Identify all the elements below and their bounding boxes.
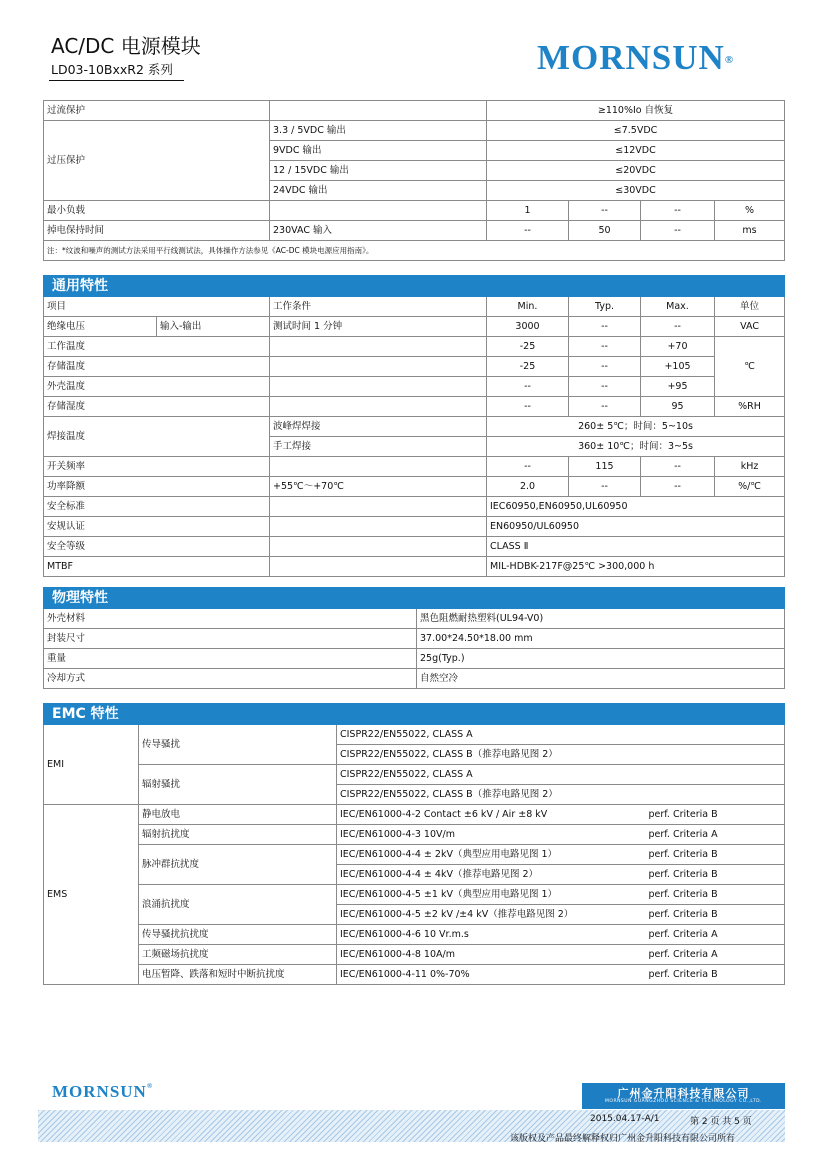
ems-std: IEC/EN61000-4-3 10V/m xyxy=(337,825,646,845)
emi-line: CISPR22/EN55022, CLASS B（推荐电路见图 2） xyxy=(337,785,785,805)
table-row xyxy=(44,629,785,649)
isolation-sub: 输入-输出 xyxy=(157,317,270,337)
table-row xyxy=(44,945,785,965)
solder-value: 260± 5℃；时间：5~10s xyxy=(487,417,785,437)
isolation-unit: VAC xyxy=(715,317,785,337)
footer-company-en: MORNSUN GUANGZHOU SCIENCE & TECHNOLOGY CO.,LTD. xyxy=(605,1099,762,1104)
col-cond: 工作条件 xyxy=(270,297,487,317)
emi-item-label: 传导骚扰 xyxy=(139,725,337,765)
section-title-emc: EMC 特性 xyxy=(44,704,785,725)
section-title-general: 通用特性 xyxy=(44,276,785,297)
document-title: AC/DC 电源模块 xyxy=(51,34,201,58)
table-row xyxy=(44,925,785,945)
table-header-row xyxy=(44,297,785,317)
emi-label: EMI xyxy=(44,725,139,805)
humidity-min: -- xyxy=(487,397,569,417)
physical-value: 黑色阻燃耐热塑料(UL94-V0) xyxy=(417,609,785,629)
freq-typ: 115 xyxy=(569,457,641,477)
document-subtitle: LD03-10BxxR2 系列 xyxy=(51,62,173,77)
isolation-cond: 测试时间 1 分钟 xyxy=(270,317,487,337)
ems-criteria: perf. Criteria B xyxy=(646,965,785,985)
ems-item-label: 工频磁场抗扰度 xyxy=(139,945,337,965)
table-row xyxy=(44,457,785,477)
overvoltage-label: 过压保护 xyxy=(44,121,270,201)
mtbf-value: MIL-HDBK-217F@25℃ >300,000 h xyxy=(487,557,785,577)
table-row xyxy=(44,397,785,417)
humidity-label: 存储湿度 xyxy=(44,397,270,417)
temp-min: -25 xyxy=(487,337,569,357)
ems-item-label: 浪涌抗扰度 xyxy=(139,885,337,925)
temp-typ: -- xyxy=(569,377,641,397)
freq-max: -- xyxy=(641,457,715,477)
test-note: 注：*纹波和噪声的测试方法采用平行线测试法，具体操作方法参见《AC-DC 模块电源应用指南》。 xyxy=(44,241,785,261)
table-row xyxy=(44,417,785,437)
minload-unit: % xyxy=(715,201,785,221)
table-row xyxy=(44,317,785,337)
physical-value: 25g(Typ.) xyxy=(417,649,785,669)
solder-cond: 手工焊接 xyxy=(270,437,487,457)
ov-cond: 9VDC 输出 xyxy=(270,141,487,161)
physical-value: 自然空冷 xyxy=(417,669,785,689)
temp-typ: -- xyxy=(569,337,641,357)
table-row xyxy=(44,609,785,629)
holdup-label: 掉电保持时间 xyxy=(44,221,270,241)
ems-item-label: 传导骚扰抗扰度 xyxy=(139,925,337,945)
derating-max: -- xyxy=(641,477,715,497)
holdup-max: -- xyxy=(641,221,715,241)
ems-std: IEC/EN61000-4-2 Contact ±6 kV / Air ±8 kV xyxy=(337,805,646,825)
table-row xyxy=(44,649,785,669)
derating-label: 功率降额 xyxy=(44,477,270,497)
derating-cond: +55℃～+70℃ xyxy=(270,477,487,497)
table-row xyxy=(44,221,785,241)
temp-label: 工作温度 xyxy=(44,337,270,357)
table-row xyxy=(44,101,785,121)
safety-std-label: 安全标准 xyxy=(44,497,270,517)
ems-criteria: perf. Criteria B xyxy=(646,885,785,905)
ov-cond: 12 / 15VDC 输出 xyxy=(270,161,487,181)
table-row xyxy=(44,477,785,497)
table-row xyxy=(44,121,785,141)
table-row xyxy=(44,725,785,745)
col-typ: Typ. xyxy=(569,297,641,317)
table-row xyxy=(44,765,785,785)
physical-label: 冷却方式 xyxy=(44,669,417,689)
temp-label: 外壳温度 xyxy=(44,377,270,397)
table-row xyxy=(44,845,785,865)
ems-std: IEC/EN61000-4-6 10 Vr.m.s xyxy=(337,925,646,945)
col-unit: 单位 xyxy=(715,297,785,317)
table-row xyxy=(44,557,785,577)
emi-item-label: 辐射骚扰 xyxy=(139,765,337,805)
holdup-unit: ms xyxy=(715,221,785,241)
minload-label: 最小负载 xyxy=(44,201,270,221)
ems-criteria: perf. Criteria A xyxy=(646,945,785,965)
footer-date: 2015.04.17-A/1 xyxy=(590,1114,660,1124)
holdup-typ: 50 xyxy=(569,221,641,241)
safety-class-label: 安全等级 xyxy=(44,537,270,557)
temp-label: 存储温度 xyxy=(44,357,270,377)
ov-value: ≤20VDC xyxy=(487,161,785,181)
emi-line: CISPR22/EN55022, CLASS A xyxy=(337,765,785,785)
ems-criteria: perf. Criteria B xyxy=(646,865,785,885)
ems-std: IEC/EN61000-4-4 ± 2kV（典型应用电路见图 1） xyxy=(337,845,646,865)
ems-label: EMS xyxy=(44,805,139,985)
ems-std: IEC/EN61000-4-11 0%-70% xyxy=(337,965,646,985)
humidity-unit: %RH xyxy=(715,397,785,417)
overcurrent-value: ≥110%Io 自恢复 xyxy=(487,101,785,121)
ems-item-label: 电压暂降、跌落和短时中断抗扰度 xyxy=(139,965,337,985)
freq-unit: kHz xyxy=(715,457,785,477)
ems-criteria: perf. Criteria B xyxy=(646,805,785,825)
col-item: 项目 xyxy=(44,297,270,317)
ems-item-label: 静电放电 xyxy=(139,805,337,825)
humidity-max: 95 xyxy=(641,397,715,417)
ov-value: ≤7.5VDC xyxy=(487,121,785,141)
physical-label: 重量 xyxy=(44,649,417,669)
ems-item-label: 辐射抗扰度 xyxy=(139,825,337,845)
solder-value: 360± 10℃；时间：3~5s xyxy=(487,437,785,457)
protection-table xyxy=(43,100,785,261)
minload-max: -- xyxy=(641,201,715,221)
ov-value: ≤30VDC xyxy=(487,181,785,201)
holdup-min: -- xyxy=(487,221,569,241)
table-row xyxy=(44,825,785,845)
ems-std: IEC/EN61000-4-8 10A/m xyxy=(337,945,646,965)
overcurrent-label: 过流保护 xyxy=(44,101,270,121)
freq-min: -- xyxy=(487,457,569,477)
footer-rights: 该版权及产品最终解释权归广州金升阳科技有限公司所有 xyxy=(510,1134,736,1144)
temp-unit: ℃ xyxy=(715,337,785,397)
physical-label: 外壳材料 xyxy=(44,609,417,629)
ems-criteria: perf. Criteria B xyxy=(646,845,785,865)
minload-min: 1 xyxy=(487,201,569,221)
temp-min: -- xyxy=(487,377,569,397)
table-row xyxy=(44,377,785,397)
cert-value: EN60950/UL60950 xyxy=(487,517,785,537)
col-min: Min. xyxy=(487,297,569,317)
ems-std: IEC/EN61000-4-5 ±2 kV /±4 kV（推荐电路见图 2） xyxy=(337,905,646,925)
solder-cond: 波峰焊焊接 xyxy=(270,417,487,437)
title-underline xyxy=(49,80,184,81)
col-max: Max. xyxy=(641,297,715,317)
temp-min: -25 xyxy=(487,357,569,377)
table-row xyxy=(44,497,785,517)
temp-max: +70 xyxy=(641,337,715,357)
ems-item-label: 脉冲群抗扰度 xyxy=(139,845,337,885)
table-row xyxy=(44,537,785,557)
physical-value: 37.00*24.50*18.00 mm xyxy=(417,629,785,649)
isolation-label: 绝缘电压 xyxy=(44,317,157,337)
derating-min: 2.0 xyxy=(487,477,569,497)
ov-value: ≤12VDC xyxy=(487,141,785,161)
table-row xyxy=(44,357,785,377)
table-row xyxy=(44,669,785,689)
solder-label: 焊接温度 xyxy=(44,417,270,457)
ov-cond: 3.3 / 5VDC 输出 xyxy=(270,121,487,141)
physical-table xyxy=(43,587,785,689)
ems-std: IEC/EN61000-4-5 ±1 kV（典型应用电路见图 1） xyxy=(337,885,646,905)
physical-label: 封装尺寸 xyxy=(44,629,417,649)
ems-criteria: perf. Criteria A xyxy=(646,825,785,845)
emc-table xyxy=(43,703,785,985)
holdup-cond: 230VAC 输入 xyxy=(270,221,487,241)
derating-unit: %/℃ xyxy=(715,477,785,497)
table-row xyxy=(44,965,785,985)
mtbf-label: MTBF xyxy=(44,557,270,577)
table-row xyxy=(44,805,785,825)
table-row xyxy=(44,337,785,357)
footer-company-cn: 广州金升阳科技有限公司 xyxy=(617,1087,750,1100)
emi-line: CISPR22/EN55022, CLASS B（推荐电路见图 2） xyxy=(337,745,785,765)
safety-class-value: CLASS Ⅱ xyxy=(487,537,785,557)
table-row xyxy=(44,201,785,221)
footer-page-number: 第 2 页 共 5 页 xyxy=(690,1117,752,1127)
safety-std-value: IEC60950,EN60950,UL60950 xyxy=(487,497,785,517)
footer-logo: MORNSUN® xyxy=(52,1082,154,1101)
table-row xyxy=(44,517,785,537)
isolation-typ: -- xyxy=(569,317,641,337)
ems-criteria: perf. Criteria A xyxy=(646,925,785,945)
mornsun-logo: MORNSUN® xyxy=(537,38,735,77)
freq-label: 开关频率 xyxy=(44,457,270,477)
temp-max: +105 xyxy=(641,357,715,377)
table-row xyxy=(44,241,785,261)
emi-line: CISPR22/EN55022, CLASS A xyxy=(337,725,785,745)
general-table xyxy=(43,275,785,577)
isolation-max: -- xyxy=(641,317,715,337)
ems-criteria: perf. Criteria B xyxy=(646,905,785,925)
temp-typ: -- xyxy=(569,357,641,377)
table-row xyxy=(44,885,785,905)
derating-typ: -- xyxy=(569,477,641,497)
isolation-min: 3000 xyxy=(487,317,569,337)
ems-std: IEC/EN61000-4-4 ± 4kV（推荐电路见图 2） xyxy=(337,865,646,885)
ov-cond: 24VDC 输出 xyxy=(270,181,487,201)
temp-max: +95 xyxy=(641,377,715,397)
minload-typ: -- xyxy=(569,201,641,221)
cert-label: 安规认证 xyxy=(44,517,270,537)
humidity-typ: -- xyxy=(569,397,641,417)
section-title-physical: 物理特性 xyxy=(44,588,785,609)
